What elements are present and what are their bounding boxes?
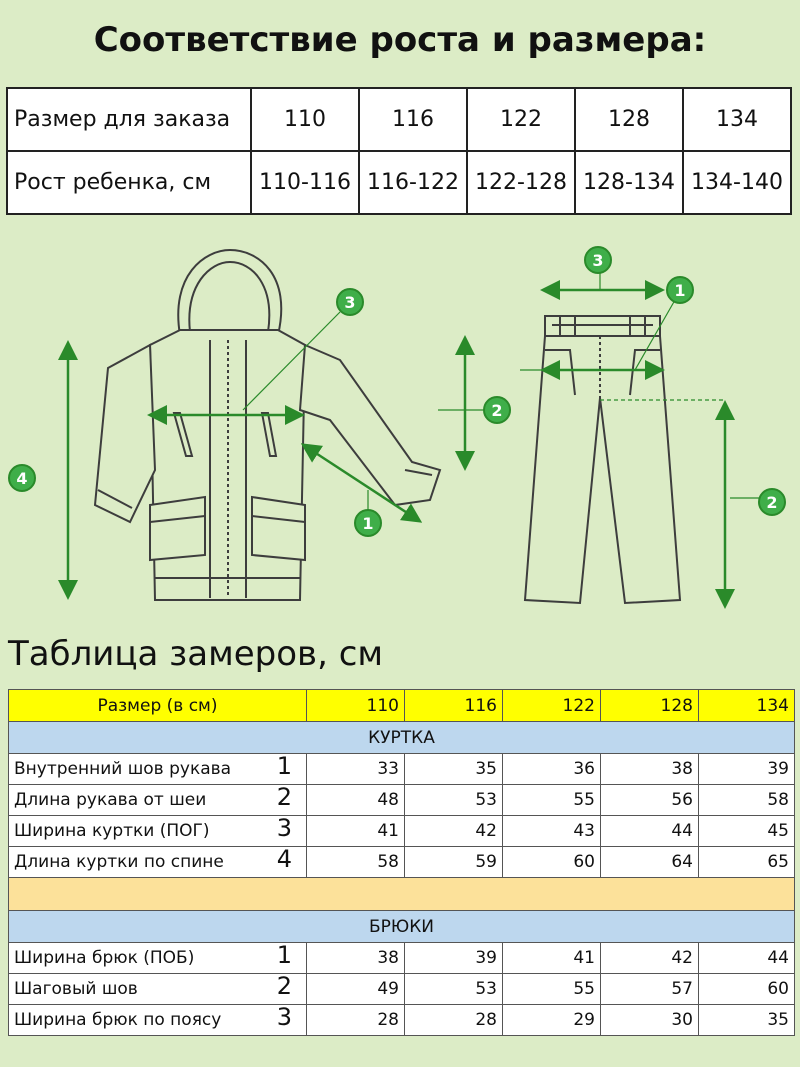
value-cell: 44 (601, 816, 699, 847)
value-cell: 28 (307, 1005, 405, 1036)
jacket-section-label: КУРТКА (9, 722, 795, 754)
value-cell: 28 (405, 1005, 503, 1036)
value-cell: 53 (405, 974, 503, 1005)
pants-row (9, 1005, 795, 1036)
child-height-cell: 122-128 (467, 151, 575, 214)
value-cell: 39 (699, 754, 795, 785)
measure-header-row (9, 690, 795, 722)
measurements-title: Таблица замеров, см (8, 634, 384, 674)
value-cell: 35 (699, 1005, 795, 1036)
value-cell: 41 (503, 943, 601, 974)
svg-text:3: 3 (344, 293, 356, 312)
value-cell: 29 (503, 1005, 601, 1036)
value-cell: 58 (699, 785, 795, 816)
jacket-row (9, 847, 795, 878)
value-cell: 30 (601, 1005, 699, 1036)
size-chart-title: Соответствие роста и размера: (93, 20, 707, 60)
value-cell: 55 (503, 785, 601, 816)
child-height-cell: 116-122 (359, 151, 467, 214)
separator-row (9, 878, 795, 911)
value-cell: 60 (699, 974, 795, 1005)
child-height-cell: 128-134 (575, 151, 683, 214)
order-size-cell: 128 (575, 88, 683, 151)
measurements-table (8, 689, 795, 1036)
size-header-cell: 134 (699, 690, 795, 722)
row-index: 1 (276, 941, 292, 969)
order-size-row (7, 88, 791, 151)
size-height-table (6, 87, 792, 215)
pants-marker-3 (585, 247, 611, 273)
value-cell: 43 (503, 816, 601, 847)
row-label: Длина рукава от шеи (14, 790, 207, 810)
jacket-marker-2 (484, 397, 510, 423)
order-size-label: Размер для заказа (7, 88, 251, 151)
order-size-cell: 110 (251, 88, 359, 151)
svg-text:1: 1 (362, 514, 374, 533)
size-header-cell: 110 (307, 690, 405, 722)
value-cell: 64 (601, 847, 699, 878)
pants-marker-2 (759, 489, 785, 515)
svg-text:2: 2 (766, 493, 778, 512)
value-cell: 41 (307, 816, 405, 847)
value-cell: 44 (699, 943, 795, 974)
value-cell: 59 (405, 847, 503, 878)
order-size-cell: 122 (467, 88, 575, 151)
size-header-cell: 116 (405, 690, 503, 722)
value-cell: 45 (699, 816, 795, 847)
order-size-cell: 116 (359, 88, 467, 151)
pants-illustration (525, 316, 680, 603)
pants-row (9, 974, 795, 1005)
size-header-label: Размер (в см) (9, 690, 307, 722)
row-index: 1 (276, 752, 292, 780)
pants-section-label: БРЮКИ (9, 911, 795, 943)
value-cell: 38 (307, 943, 405, 974)
child-height-cell: 134-140 (683, 151, 791, 214)
svg-text:2: 2 (491, 401, 503, 420)
value-cell: 58 (307, 847, 405, 878)
value-cell: 35 (405, 754, 503, 785)
value-cell: 56 (601, 785, 699, 816)
svg-text:4: 4 (16, 469, 28, 488)
value-cell: 33 (307, 754, 405, 785)
jacket-row (9, 816, 795, 847)
row-index: 4 (276, 845, 292, 873)
value-cell: 55 (503, 974, 601, 1005)
value-cell: 65 (699, 847, 795, 878)
size-header-cell: 122 (503, 690, 601, 722)
svg-text:3: 3 (592, 251, 604, 270)
row-label: Внутренний шов рукава (14, 759, 232, 779)
child-height-label: Рост ребенка, см (7, 151, 251, 214)
row-index: 2 (276, 783, 292, 811)
row-label: Ширина брюк (ПОБ) (14, 948, 195, 968)
pants-section-row (9, 911, 795, 943)
jacket-illustration (95, 250, 440, 600)
row-label: Длина куртки по спине (14, 852, 224, 872)
value-cell: 38 (601, 754, 699, 785)
jacket-marker-1 (355, 510, 381, 536)
child-height-row (7, 151, 791, 214)
value-cell: 42 (601, 943, 699, 974)
jacket-row (9, 785, 795, 816)
garment-diagram (0, 230, 800, 620)
value-cell: 48 (307, 785, 405, 816)
pants-marker-1 (667, 277, 693, 303)
value-cell: 57 (601, 974, 699, 1005)
value-cell: 42 (405, 816, 503, 847)
row-index: 3 (276, 814, 292, 842)
value-cell: 53 (405, 785, 503, 816)
jacket-marker-4 (9, 465, 35, 491)
jacket-row (9, 754, 795, 785)
order-size-cell: 134 (683, 88, 791, 151)
row-label: Ширина брюк по поясу (14, 1010, 222, 1030)
row-index: 3 (276, 1003, 292, 1031)
jacket-section-row (9, 722, 795, 754)
child-height-cell: 110-116 (251, 151, 359, 214)
pants-row (9, 943, 795, 974)
size-header-cell: 128 (601, 690, 699, 722)
value-cell: 39 (405, 943, 503, 974)
value-cell: 36 (503, 754, 601, 785)
row-label: Ширина куртки (ПОГ) (14, 821, 210, 841)
row-label: Шаговый шов (14, 979, 138, 999)
value-cell: 60 (503, 847, 601, 878)
svg-text:1: 1 (674, 281, 686, 300)
row-index: 2 (276, 972, 292, 1000)
jacket-marker-3 (337, 289, 363, 315)
value-cell: 49 (307, 974, 405, 1005)
